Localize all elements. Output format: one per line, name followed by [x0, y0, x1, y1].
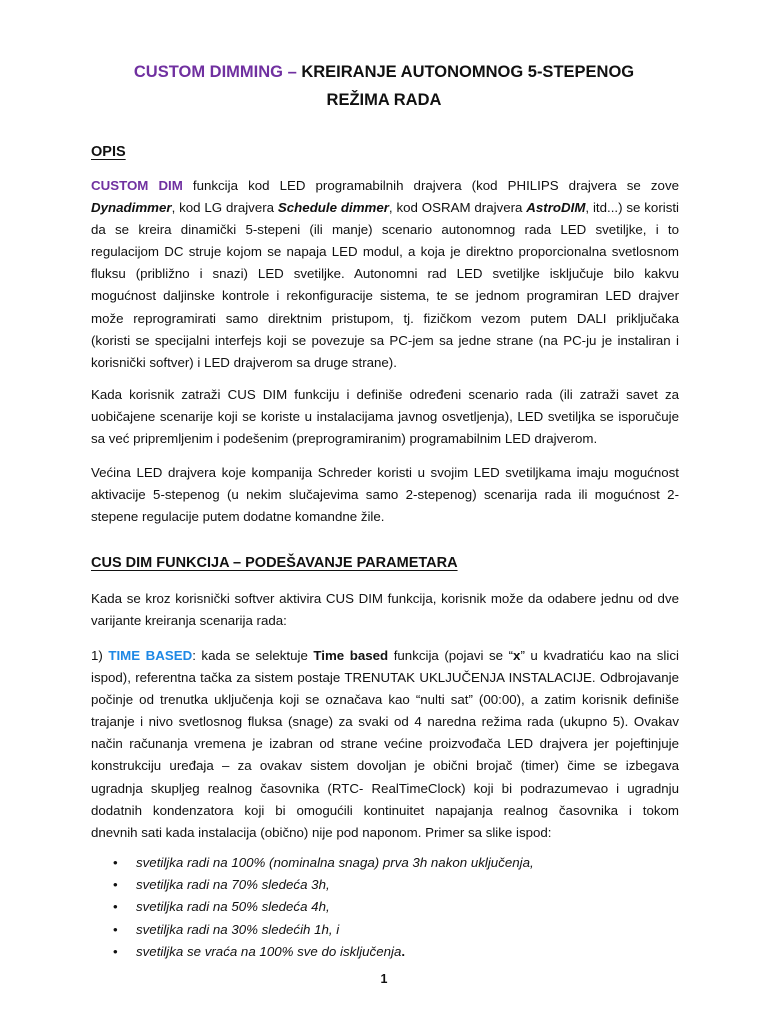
para-line: trajanje i nivo svetlosnog fluksa (snage) za svaki od 4 naredna režima rada (ukupno 5). Ovakav [91, 714, 679, 730]
para-line: fluksu (približno i snazi) LED svetiljke. Autonomni rad LED svetiljke isključuje bilo kakvu [91, 266, 679, 282]
para-line: Kada korisnik zatraži CUS DIM funkciju i definiše određeni scenario rada (ili zatraži savet za [91, 387, 679, 402]
document-title [60, 58, 708, 114]
para-line: može reprogramirati samo direktnim pristupom, tj. fizičkom vezom putem DALI priključaka [91, 310, 679, 326]
para-line [91, 197, 679, 219]
term-astrodim: AstroDIM [526, 200, 586, 216]
title-rest: KREIRANJE AUTONOMNOG 5-STEPENOG [296, 63, 635, 81]
term-schedule-dimmer: Schedule dimmer [277, 200, 389, 216]
paragraph-variants [91, 588, 679, 632]
para-line: mogućnost daljinske kontrole i rekonfiguracije sistema, te se jednom programiran LED drajver [91, 288, 679, 304]
list-item: • svetiljka radi na 30% sledećih 1h, i [91, 919, 651, 941]
list-item: • svetiljka radi na 50% sledeća 4h, [91, 896, 651, 918]
bullet-list [91, 852, 651, 963]
para-line: način računanja vremena je izabran od strane većine proizvođača LED drajvera jer pojeftinjuje [91, 736, 679, 752]
para-line: korisnički softver) i LED drajverom sa druge strane). [91, 354, 397, 370]
heading-opis: OPIS [91, 144, 126, 160]
para-line: stepene regulacije putem dodatne komandne žile. [91, 509, 385, 525]
text-run: funkcija kod LED programabilnih drajvera (kod PHILIPS drajvera se zove [182, 178, 679, 193]
para-line: (koristi se specijalni interfejs koji se povezuje sa PC-jem sa jedne strane (na PC-ju je instaliran i [91, 332, 679, 348]
text-run: , itd...) se koristi [585, 200, 679, 216]
para-line: dodatnih kondenzatora koji bi omogućili kontinuitet napajanja realnog časovnika i tokom [91, 802, 679, 818]
x-mark: x [513, 648, 521, 663]
heading-cus-dim: CUS DIM FUNKCIJA – PODEŠAVANJE PARAMETARA [91, 555, 458, 571]
paragraph-request [91, 384, 679, 450]
para-line: uobičajene scenarije koji se koriste u instalacijama javnog osvetljenja), LED svetiljka se isporučuje [91, 409, 679, 425]
para-line [91, 645, 679, 667]
para-line [91, 175, 679, 197]
para-line: ispod), referentna tačka za sistem postaje TRENUTAK UKLJUČENJA INSTALACIJE. Odbrojavanje [91, 670, 679, 686]
time-based-bold: Time based [313, 648, 389, 663]
para-line: varijante kreiranja scenarija rada: [91, 613, 287, 629]
para-line: ugradnja skupljeg realnog časovnika (RTC- RealTimeClock) koji bi podrazumevao i ugradnju [91, 780, 679, 796]
text-run: ” u kvadratiću kao na slici [520, 648, 679, 663]
para-line: aktivacije 5-stepenog (u nekim slučajevima samo 2-stepenog) scenarija rada ili mogućnost 2- [91, 487, 679, 503]
text-run: funkcija (pojavi se “ [388, 648, 514, 663]
para-line: sa već pripremljenim i podešenim (preprogramiranim) programabilnim LED drajverom. [91, 431, 598, 447]
text-run: : kada se selektuje [192, 648, 314, 663]
para-line: regulacijom DC struje kojom se napaja LED modul, a koja je direktno proporcionalna svetlosnom [91, 244, 679, 260]
term-dynadimmer: Dynadimmer [91, 200, 172, 216]
text-run: . [401, 943, 406, 959]
text-run: svetiljka se vraća na 100% sve do isključenja [136, 943, 402, 959]
para-line: Kada se kroz korisnički softver aktivira CUS DIM funkcija, korisnik može da odabere jednu od dve [91, 591, 679, 606]
title-line2: REŽIMA RADA [326, 91, 442, 109]
list-number: 1) [91, 648, 109, 663]
list-item [91, 941, 651, 963]
text-run: , kod LG drajvera [171, 200, 278, 216]
paragraph-time-based [91, 645, 679, 844]
title-highlight: CUSTOM DIMMING – [133, 63, 297, 81]
paragraph-custom-dim [91, 175, 679, 374]
paragraph-schreder [91, 462, 679, 528]
page-number: 1 [380, 972, 388, 986]
list-item: • svetiljka radi na 70% sledeća 3h, [91, 874, 651, 896]
para-line: da se kreira dinamički 5-stepeni (ili manje) scenario autonomnog rada LED svetiljke, i to [91, 222, 679, 238]
text-run: , kod OSRAM drajvera [388, 200, 527, 216]
custom-dim-term: CUSTOM DIM [91, 178, 183, 193]
list-item: • svetiljka radi na 100% (nominalna snaga) prva 3h nakon uključenja, [91, 852, 651, 874]
para-line: konstrukciju uređaja – za ovakav sistem dovoljan je obični brojač (timer) čime se izbegava [91, 758, 679, 774]
para-line: počinje od trenutka uključenja koji se označava kao “nulti sat” (00:00), a zatim korisnik definiše [91, 692, 679, 708]
time-based-term: TIME BASED [108, 648, 193, 663]
para-line: dnevnih sati kada instalacija (obično) nije pod naponom. Primer sa slike ispod: [91, 824, 552, 840]
para-line: Većina LED drajvera koje kompanija Schreder koristi u svojim LED svetiljkama imaju mogućnost [91, 465, 679, 480]
